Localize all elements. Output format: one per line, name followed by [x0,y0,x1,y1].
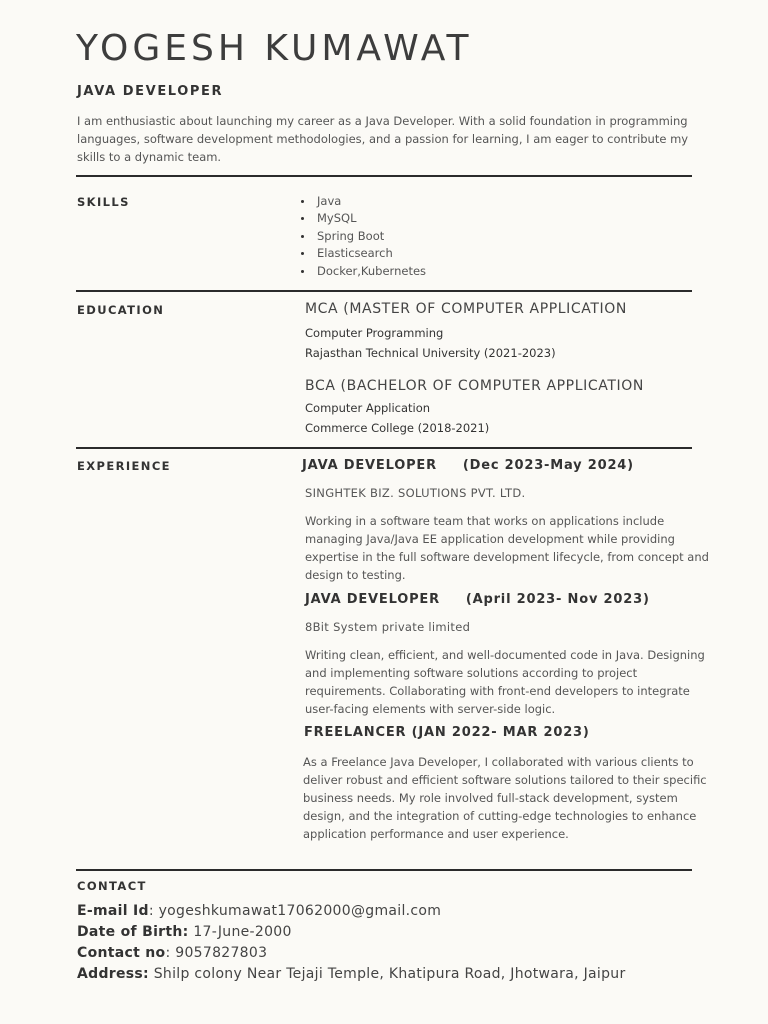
divider [76,869,692,871]
job-heading [304,725,590,740]
job-role-title: JAVA DEVELOPER [77,84,224,99]
job-dates: (April 2023- Nov 2023) [465,592,650,607]
degree-institution: Commerce College (2018-2021) [305,421,490,435]
skills-heading: SKILLS [77,195,130,209]
address-value: Shilp colony Near Tejaji Temple, Khatipura Road, Jhotwara, Jaipur [153,966,626,982]
job-title: FREELANCER (JAN 2022- MAR 2023) [304,725,590,740]
skill-item: Spring Boot [300,228,426,245]
email-label: E-mail Id [77,903,149,919]
education-heading: EDUCATION [77,303,165,317]
phone-value[interactable]: 9057827803 [175,945,268,961]
job-heading [302,458,634,473]
job-description: Working in a software team that works on applications include managing Java/Java EE application development while providing expertise in the full software development lifecycle, from concept and design to testing. [305,514,709,582]
skill-item: Elasticsearch [300,245,426,262]
summary-paragraph: I am enthusiastic about launching my career as a Java Developer. With a solid foundation in programming languages, software development methodologies, and a passion for learning, I am eager to contribute my skills to a dynamic team. [77,114,689,164]
dob-value: 17-June-2000 [193,924,292,940]
job-dates: (Dec 2023-May 2024) [462,458,634,473]
job-title: JAVA DEVELOPER [305,592,440,607]
dob-label: Date of Birth: [77,924,189,940]
job-description: Writing clean, efficient, and well-documented code in Java. Designing and implementing software solutions according to project requirements. Collaborating with front-end developers to integrate user-facing elements with server-side logic. [305,648,705,716]
contact-phone-row: Contact no: 9057827803 [77,945,268,961]
contact-email-row: E-mail Id: yogeshkumawat17062000@gmail.com [77,903,442,919]
job-title: JAVA DEVELOPER [302,458,437,473]
divider [76,290,692,292]
phone-label: Contact no [77,945,166,961]
skill-item: Java [300,193,426,210]
email-value[interactable]: yogeshkumawat17062000@gmail.com [158,903,442,919]
degree-title: BCA (BACHELOR OF COMPUTER APPLICATION [305,378,644,394]
degree-field: Computer Application [305,401,431,415]
job-description: As a Freelance Java Developer, I collaborated with various clients to deliver robust and efficient software solutions tailored to their specific business needs. My role involved full-stack development, system design, and the integration of cutting-edge technologies to enhance application performance and user experience. [303,755,707,841]
job-heading [305,592,650,607]
skills-list [300,193,426,280]
resume-name: YOGESH KUMAWAT [76,28,473,69]
degree-title: MCA (MASTER OF COMPUTER APPLICATION [305,301,627,317]
contact-dob-row [77,924,292,940]
contact-address-row [77,966,626,982]
company-name: 8Bit System private limited [305,620,471,634]
degree-field: Computer Programming [305,326,444,340]
skill-item: Docker,Kubernetes [300,263,426,280]
divider [76,447,692,449]
divider [76,175,692,177]
contact-heading: CONTACT [77,879,147,893]
company-name: SINGHTEK BIZ. SOLUTIONS PVT. LTD. [305,486,526,500]
experience-heading: EXPERIENCE [77,459,171,473]
skill-item: MySQL [300,210,426,227]
degree-institution: Rajasthan Technical University (2021-2023) [305,346,556,360]
address-label: Address: [77,966,149,982]
